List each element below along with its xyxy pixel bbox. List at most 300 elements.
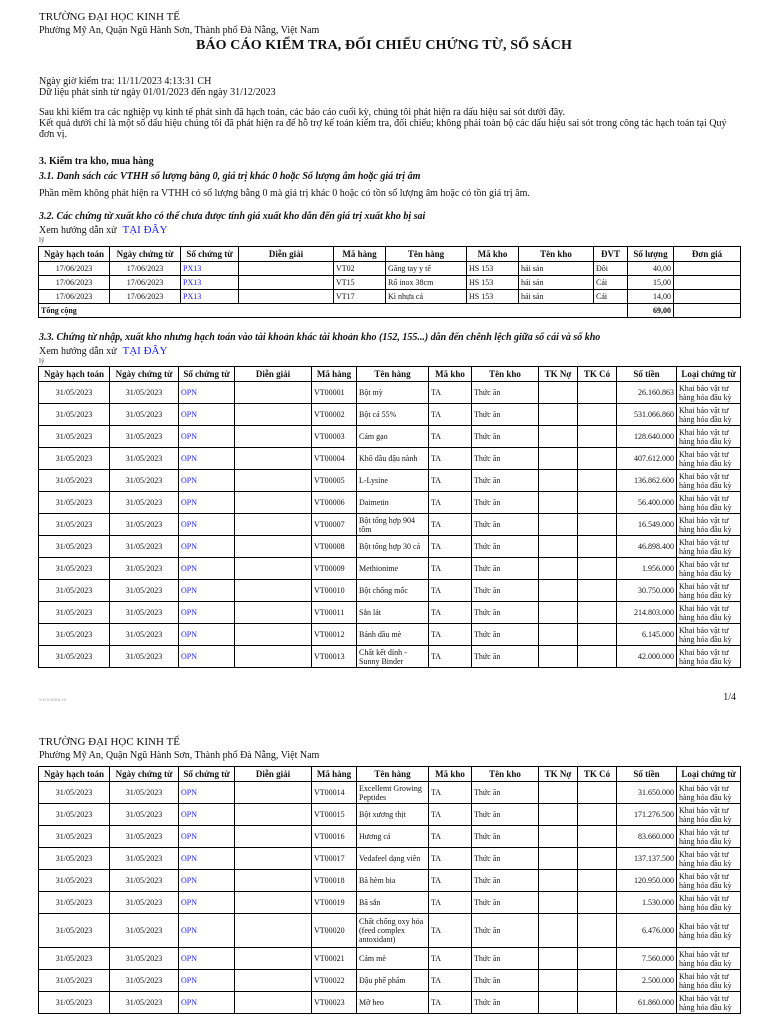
table-cell <box>539 948 578 970</box>
table-cell: Khai báo vật tư hàng hóa đầu kỳ <box>677 892 741 914</box>
table-cell: Bột mỳ <box>357 382 429 404</box>
column-header: Tên hàng <box>357 767 429 782</box>
table-cell: 31/05/2023 <box>39 892 110 914</box>
table-cell: Thức ăn <box>472 826 539 848</box>
org-address: Phường Mỹ An, Quận Ngũ Hành Sơn, Thành phố Đà Nẵng, Việt Nam <box>39 750 320 761</box>
table-cell[interactable]: OPN <box>179 514 235 536</box>
org-name: TRƯỜNG ĐẠI HỌC KINH TẾ <box>39 736 180 748</box>
table-cell: 31/05/2023 <box>110 426 179 448</box>
table-cell <box>239 290 334 304</box>
page-number: 1/4 <box>723 692 736 703</box>
table-cell <box>235 624 312 646</box>
table-cell <box>539 848 578 870</box>
table-cell: Thức ăn <box>472 470 539 492</box>
column-header: Diễn giải <box>235 367 312 382</box>
table-cell: VT00004 <box>312 448 357 470</box>
table-cell: 31/05/2023 <box>110 804 179 826</box>
table-cell: Chất kết dính - Sunny Binder <box>357 646 429 668</box>
guide-tick: lý <box>39 357 45 365</box>
table-cell[interactable]: OPN <box>179 470 235 492</box>
table-cell: 31/05/2023 <box>39 870 110 892</box>
guide-text: Xem hướng dẫn xử <box>39 346 117 357</box>
table-cell: TA <box>429 624 472 646</box>
table-cell: 31/05/2023 <box>39 580 110 602</box>
table-cell: 31/05/2023 <box>39 492 110 514</box>
table-cell: Khai báo vật tư hàng hóa đầu kỳ <box>677 426 741 448</box>
table-cell: Khai báo vật tư hàng hóa đầu kỳ <box>677 404 741 426</box>
table-cell: TA <box>429 492 472 514</box>
table-cell <box>235 892 312 914</box>
table-cell: Khai báo vật tư hàng hóa đầu kỳ <box>677 948 741 970</box>
table-3-3-header <box>39 767 741 782</box>
table-cell: Thức ăn <box>472 536 539 558</box>
table-cell: Rổ inox 38cm <box>386 276 467 290</box>
table-row <box>39 492 741 514</box>
table-cell: 31/05/2023 <box>39 826 110 848</box>
table-cell <box>578 848 617 870</box>
table-cell: Thức ăn <box>472 602 539 624</box>
column-header: Số chứng từ <box>179 367 235 382</box>
table-cell: hải sản <box>519 290 594 304</box>
table-cell <box>539 404 578 426</box>
table-cell: 137.137.500 <box>617 848 677 870</box>
table-cell: Daimetin <box>357 492 429 514</box>
table-cell: 31/05/2023 <box>110 782 179 804</box>
column-header: ĐVT <box>594 247 628 262</box>
table-cell: VT00015 <box>312 804 357 826</box>
table-cell: 136.862.600 <box>617 470 677 492</box>
table-cell[interactable]: OPN <box>179 804 235 826</box>
table-row <box>39 580 741 602</box>
table-cell: Khai báo vật tư hàng hóa đầu kỳ <box>677 826 741 848</box>
table-cell <box>235 848 312 870</box>
table-cell <box>578 426 617 448</box>
table-cell <box>239 262 334 276</box>
table-cell: Bột xương thịt <box>357 804 429 826</box>
table-cell <box>539 804 578 826</box>
table-cell <box>578 624 617 646</box>
table-cell: 31/05/2023 <box>110 826 179 848</box>
table-row <box>39 470 741 492</box>
column-header: Ngày hạch toán <box>39 767 110 782</box>
table-cell[interactable]: OPN <box>179 536 235 558</box>
table-cell: TA <box>429 404 472 426</box>
table-cell: 31/05/2023 <box>110 536 179 558</box>
table-row <box>39 404 741 426</box>
table-row <box>39 382 741 404</box>
table-cell: TA <box>429 558 472 580</box>
column-header: Mã hàng <box>312 767 357 782</box>
total-value: 69,00 <box>628 304 674 318</box>
section-3-1-heading: 3.1. Danh sách các VTHH số lượng bằng 0, giá trị khác 0 hoặc Số lượng âm hoặc giá trị âm <box>39 171 421 182</box>
table-cell: HS 153 <box>467 276 519 290</box>
table-cell: TA <box>429 826 472 848</box>
table-cell <box>235 870 312 892</box>
table-cell: 171.276.500 <box>617 804 677 826</box>
column-header: Ngày chứng từ <box>110 767 179 782</box>
table-cell: VT00020 <box>312 914 357 948</box>
table-cell: VT00011 <box>312 602 357 624</box>
table-cell: Khô dầu đậu nành <box>357 448 429 470</box>
column-header: Loại chứng từ <box>677 767 741 782</box>
table-cell <box>578 514 617 536</box>
column-header: TK Nợ <box>539 367 578 382</box>
table-cell: TA <box>429 892 472 914</box>
table-cell: Bột tổng hợp 30 cá <box>357 536 429 558</box>
table-cell: Thức ăn <box>472 624 539 646</box>
table-cell: Mỡ heo <box>357 992 429 1014</box>
table-cell: Thức ăn <box>472 782 539 804</box>
table-cell <box>235 448 312 470</box>
table-cell <box>539 602 578 624</box>
guide-tick: lý <box>39 236 45 244</box>
column-header: Mã hàng <box>312 367 357 382</box>
table-cell: VT00005 <box>312 470 357 492</box>
table-cell[interactable]: OPN <box>179 382 235 404</box>
table-cell <box>235 782 312 804</box>
org-name: TRƯỜNG ĐẠI HỌC KINH TẾ <box>39 11 180 23</box>
table-cell: Đậu phế phẩm <box>357 970 429 992</box>
table-cell: Bột tổng hợp 904 tôm <box>357 514 429 536</box>
column-header: Tên kho <box>519 247 594 262</box>
table-cell[interactable]: OPN <box>179 948 235 970</box>
table-cell <box>578 948 617 970</box>
table-cell[interactable]: OPN <box>179 492 235 514</box>
table-cell: 31/05/2023 <box>110 892 179 914</box>
table-cell <box>578 914 617 948</box>
table-cell: 42.000.000 <box>617 646 677 668</box>
table-cell <box>578 992 617 1014</box>
table-cell: TA <box>429 426 472 448</box>
table-cell: 61.860.000 <box>617 992 677 1014</box>
table-cell[interactable]: OPN <box>179 892 235 914</box>
table-cell <box>235 514 312 536</box>
table-cell: Khai báo vật tư hàng hóa đầu kỳ <box>677 448 741 470</box>
table-cell: Cái <box>594 276 628 290</box>
table-cell: VT00023 <box>312 992 357 1014</box>
column-header: TK Nợ <box>539 767 578 782</box>
column-header: Số lượng <box>628 247 674 262</box>
table-cell: Bánh dầu mè <box>357 624 429 646</box>
table-cell: Thức ăn <box>472 992 539 1014</box>
intro-line-2: Kết quả dưới chỉ là một số dấu hiệu chúng tôi đã phát hiện ra để hỗ trợ kế toán kiểm tra, đối chiếu; không phải toàn bộ các dấu hiệu sai sót trong công tác hạch toán tại Quý đơn vị. <box>39 118 727 140</box>
table-cell[interactable]: PX13 <box>181 276 239 290</box>
table-cell: TA <box>429 914 472 948</box>
table-cell <box>578 382 617 404</box>
table-cell: 17/06/2023 <box>39 262 110 276</box>
table-cell: TA <box>429 470 472 492</box>
table-cell: 531.066.860 <box>617 404 677 426</box>
table-cell: Khai báo vật tư hàng hóa đầu kỳ <box>677 870 741 892</box>
table-cell <box>578 492 617 514</box>
table-cell: Găng tay y tế <box>386 262 467 276</box>
table-cell: VT00001 <box>312 382 357 404</box>
table-cell: 17/06/2023 <box>39 276 110 290</box>
table-cell <box>235 826 312 848</box>
table-cell: 31/05/2023 <box>110 624 179 646</box>
table-cell: VT00008 <box>312 536 357 558</box>
table-cell: 83.660.000 <box>617 826 677 848</box>
table-cell: Khai báo vật tư hàng hóa đầu kỳ <box>677 470 741 492</box>
table-cell[interactable]: OPN <box>179 426 235 448</box>
check-time: Ngày giờ kiểm tra: 11/11/2023 4:13:31 CH <box>39 76 212 87</box>
table-cell: HS 153 <box>467 262 519 276</box>
table-cell: 31/05/2023 <box>39 514 110 536</box>
table-cell: 31/05/2023 <box>39 404 110 426</box>
table-cell: Thức ăn <box>472 646 539 668</box>
table-cell[interactable]: OPN <box>179 970 235 992</box>
table-cell[interactable]: OPN <box>179 848 235 870</box>
table-cell <box>539 382 578 404</box>
table-cell: 31/05/2023 <box>110 948 179 970</box>
table-cell <box>539 470 578 492</box>
table-cell <box>539 870 578 892</box>
table-cell: Khai báo vật tư hàng hóa đầu kỳ <box>677 602 741 624</box>
table-cell: 17/06/2023 <box>110 262 181 276</box>
table-cell[interactable]: PX13 <box>181 262 239 276</box>
table-cell <box>539 914 578 948</box>
table-cell[interactable]: OPN <box>179 646 235 668</box>
table-cell: Excellemt Growing Peptides <box>357 782 429 804</box>
guide-text: Xem hướng dẫn xử <box>39 225 117 236</box>
table-cell: Khai báo vật tư hàng hóa đầu kỳ <box>677 580 741 602</box>
table-cell: VT00012 <box>312 624 357 646</box>
guide-link[interactable]: TẠI ĐÂY <box>122 224 168 236</box>
column-header: Tên kho <box>472 367 539 382</box>
table-cell: 31.650.000 <box>617 782 677 804</box>
table-cell: VT00022 <box>312 970 357 992</box>
table-cell[interactable]: OPN <box>179 404 235 426</box>
table-cell <box>578 536 617 558</box>
column-header: Mã kho <box>467 247 519 262</box>
table-cell <box>235 804 312 826</box>
table-cell: VT00006 <box>312 492 357 514</box>
table-cell: 31/05/2023 <box>110 514 179 536</box>
table-cell: 17/06/2023 <box>110 276 181 290</box>
table-cell: TA <box>429 514 472 536</box>
table-cell: Khai báo vật tư hàng hóa đầu kỳ <box>677 970 741 992</box>
table-cell: Khai báo vật tư hàng hóa đầu kỳ <box>677 782 741 804</box>
table-cell: 128.640.000 <box>617 426 677 448</box>
column-header: TK Có <box>578 367 617 382</box>
table-cell: Thức ăn <box>472 448 539 470</box>
intro-line-1: Sau khi kiểm tra các nghiệp vụ kinh tế phát sinh đã hạch toán, các báo cáo cuối kỳ, chúng tôi phát hiện ra dấu hiệu sai sót dưới đây. <box>39 107 566 118</box>
table-cell <box>235 992 312 1014</box>
table-row <box>39 276 741 290</box>
table-cell: 26.160.863 <box>617 382 677 404</box>
table-row <box>39 782 741 804</box>
table-cell <box>578 970 617 992</box>
total-label: Tổng cộng <box>39 304 628 318</box>
table-cell: Bột chống mốc <box>357 580 429 602</box>
table-cell <box>235 558 312 580</box>
table-cell <box>235 536 312 558</box>
column-header: Diễn giải <box>239 247 334 262</box>
table-cell: Khai báo vật tư hàng hóa đầu kỳ <box>677 646 741 668</box>
table-cell: VT02 <box>334 262 386 276</box>
table-cell: 31/05/2023 <box>39 426 110 448</box>
table-3-2 <box>38 246 741 318</box>
table-cell <box>539 624 578 646</box>
table-cell: Chất chống oxy hóa (feed complex antoxidant) <box>357 914 429 948</box>
table-cell: 31/05/2023 <box>39 782 110 804</box>
table-cell <box>235 646 312 668</box>
table-cell: Cám gạo <box>357 426 429 448</box>
table-cell: TA <box>429 382 472 404</box>
table-cell: 31/05/2023 <box>110 646 179 668</box>
table-cell: 31/05/2023 <box>39 848 110 870</box>
table-cell: 31/05/2023 <box>110 470 179 492</box>
table-cell[interactable]: OPN <box>179 624 235 646</box>
table-cell: TA <box>429 782 472 804</box>
table-cell <box>578 602 617 624</box>
table-cell: Thức ăn <box>472 404 539 426</box>
table-cell: 31/05/2023 <box>39 624 110 646</box>
table-cell: TA <box>429 870 472 892</box>
table-row <box>39 970 741 992</box>
table-cell: TA <box>429 646 472 668</box>
table-cell <box>235 948 312 970</box>
table-cell[interactable]: OPN <box>179 558 235 580</box>
table-cell: Methionime <box>357 558 429 580</box>
table-cell: 31/05/2023 <box>39 448 110 470</box>
table-row <box>39 992 741 1014</box>
table-cell: Khai báo vật tư hàng hóa đầu kỳ <box>677 804 741 826</box>
column-header: Số chứng từ <box>179 767 235 782</box>
table-cell <box>235 404 312 426</box>
column-header: Mã hàng <box>334 247 386 262</box>
table-cell: 407.612.000 <box>617 448 677 470</box>
table-cell <box>239 276 334 290</box>
column-header: Tên hàng <box>357 367 429 382</box>
table-cell: Bã sắn <box>357 892 429 914</box>
table-cell: 31/05/2023 <box>39 948 110 970</box>
table-cell: 17/06/2023 <box>110 290 181 304</box>
table-cell: TA <box>429 848 472 870</box>
table-cell: TA <box>429 448 472 470</box>
table-cell: 56.400.000 <box>617 492 677 514</box>
table-cell: Thức ăn <box>472 892 539 914</box>
table-cell <box>539 426 578 448</box>
table-cell: TA <box>429 602 472 624</box>
table-row <box>39 514 741 536</box>
table-cell <box>578 892 617 914</box>
section-3-2-guide <box>39 224 167 236</box>
table-cell: 31/05/2023 <box>39 970 110 992</box>
table-row <box>39 624 741 646</box>
report-title: BÁO CÁO KIỂM TRA, ĐỐI CHIẾU CHỨNG TỪ, SỔ SÁCH <box>196 38 572 53</box>
table-cell <box>539 514 578 536</box>
table-cell: 214.803.000 <box>617 602 677 624</box>
table-cell: Khai báo vật tư hàng hóa đầu kỳ <box>677 514 741 536</box>
table-cell: 31/05/2023 <box>39 914 110 948</box>
table-cell <box>539 892 578 914</box>
table-cell: Thức ăn <box>472 514 539 536</box>
table-cell[interactable]: PX13 <box>181 290 239 304</box>
table-row <box>39 646 741 668</box>
table-cell[interactable]: OPN <box>179 602 235 624</box>
table-cell: TA <box>429 536 472 558</box>
table-cell <box>235 492 312 514</box>
table-cell: Sắn lát <box>357 602 429 624</box>
table-row <box>39 804 741 826</box>
table-cell: 31/05/2023 <box>110 992 179 1014</box>
guide-link[interactable]: TẠI ĐÂY <box>122 345 168 357</box>
table-cell[interactable]: OPN <box>179 870 235 892</box>
table-cell <box>235 914 312 948</box>
table-3-3-header <box>39 367 741 382</box>
column-header: Ngày hạch toán <box>39 247 110 262</box>
table-cell <box>235 426 312 448</box>
table-cell: 31/05/2023 <box>39 470 110 492</box>
column-header: Số tiền <box>617 767 677 782</box>
table-cell: Thức ăn <box>472 970 539 992</box>
table-row <box>39 290 741 304</box>
table-cell: Khai báo vật tư hàng hóa đầu kỳ <box>677 382 741 404</box>
table-cell: 16.549.000 <box>617 514 677 536</box>
table-cell: TA <box>429 992 472 1014</box>
data-range: Dữ liệu phát sinh từ ngày 01/01/2023 đến ngày 31/12/2023 <box>39 87 276 98</box>
table-cell <box>539 558 578 580</box>
table-cell[interactable]: OPN <box>179 826 235 848</box>
table-cell: Thức ăn <box>472 914 539 948</box>
table-row <box>39 426 741 448</box>
table-cell: VT00014 <box>312 782 357 804</box>
table-cell: L-Lysine <box>357 470 429 492</box>
table-cell: Bã hèm bia <box>357 870 429 892</box>
table-cell: 31/05/2023 <box>39 536 110 558</box>
table-cell: Thức ăn <box>472 558 539 580</box>
table-cell[interactable]: OPN <box>179 914 235 948</box>
table-cell: TA <box>429 580 472 602</box>
table-cell: 31/05/2023 <box>39 382 110 404</box>
table-cell: hải sản <box>519 276 594 290</box>
table-cell: HS 153 <box>467 290 519 304</box>
column-header: Ngày hạch toán <box>39 367 110 382</box>
table-cell <box>235 470 312 492</box>
section-3-1-text: Phần mềm không phát hiện ra VTHH có số lượng bằng 0 mà giá trị khác 0 hoặc có tồn số lượng âm hoặc có tồn giá trị âm. <box>39 188 530 199</box>
table-cell <box>578 558 617 580</box>
table-cell <box>578 782 617 804</box>
table-cell[interactable]: OPN <box>179 782 235 804</box>
table-cell: Khai báo vật tư hàng hóa đầu kỳ <box>677 848 741 870</box>
table-cell <box>235 602 312 624</box>
table-cell <box>578 804 617 826</box>
table-cell: VT15 <box>334 276 386 290</box>
table-cell <box>539 992 578 1014</box>
table-cell[interactable]: OPN <box>179 992 235 1014</box>
table-cell: TA <box>429 948 472 970</box>
table-cell <box>578 826 617 848</box>
table-row <box>39 948 741 970</box>
table-cell: 30.750.000 <box>617 580 677 602</box>
table-cell: Thức ăn <box>472 492 539 514</box>
section-3-heading: 3. Kiểm tra kho, mua hàng <box>39 156 154 167</box>
table-cell: 31/05/2023 <box>39 804 110 826</box>
table-cell: VT17 <box>334 290 386 304</box>
table-cell: 46.898.400 <box>617 536 677 558</box>
table-cell: 6.145.000 <box>617 624 677 646</box>
table-cell: 6.476.000 <box>617 914 677 948</box>
footer-left: www.misa.vn <box>39 698 67 703</box>
table-cell[interactable]: OPN <box>179 580 235 602</box>
table-cell[interactable]: OPN <box>179 448 235 470</box>
table-cell: 31/05/2023 <box>110 382 179 404</box>
table-cell: Khai báo vật tư hàng hóa đầu kỳ <box>677 914 741 948</box>
table-cell: Khai báo vật tư hàng hóa đầu kỳ <box>677 624 741 646</box>
column-header: Tên kho <box>472 767 539 782</box>
table-row <box>39 848 741 870</box>
